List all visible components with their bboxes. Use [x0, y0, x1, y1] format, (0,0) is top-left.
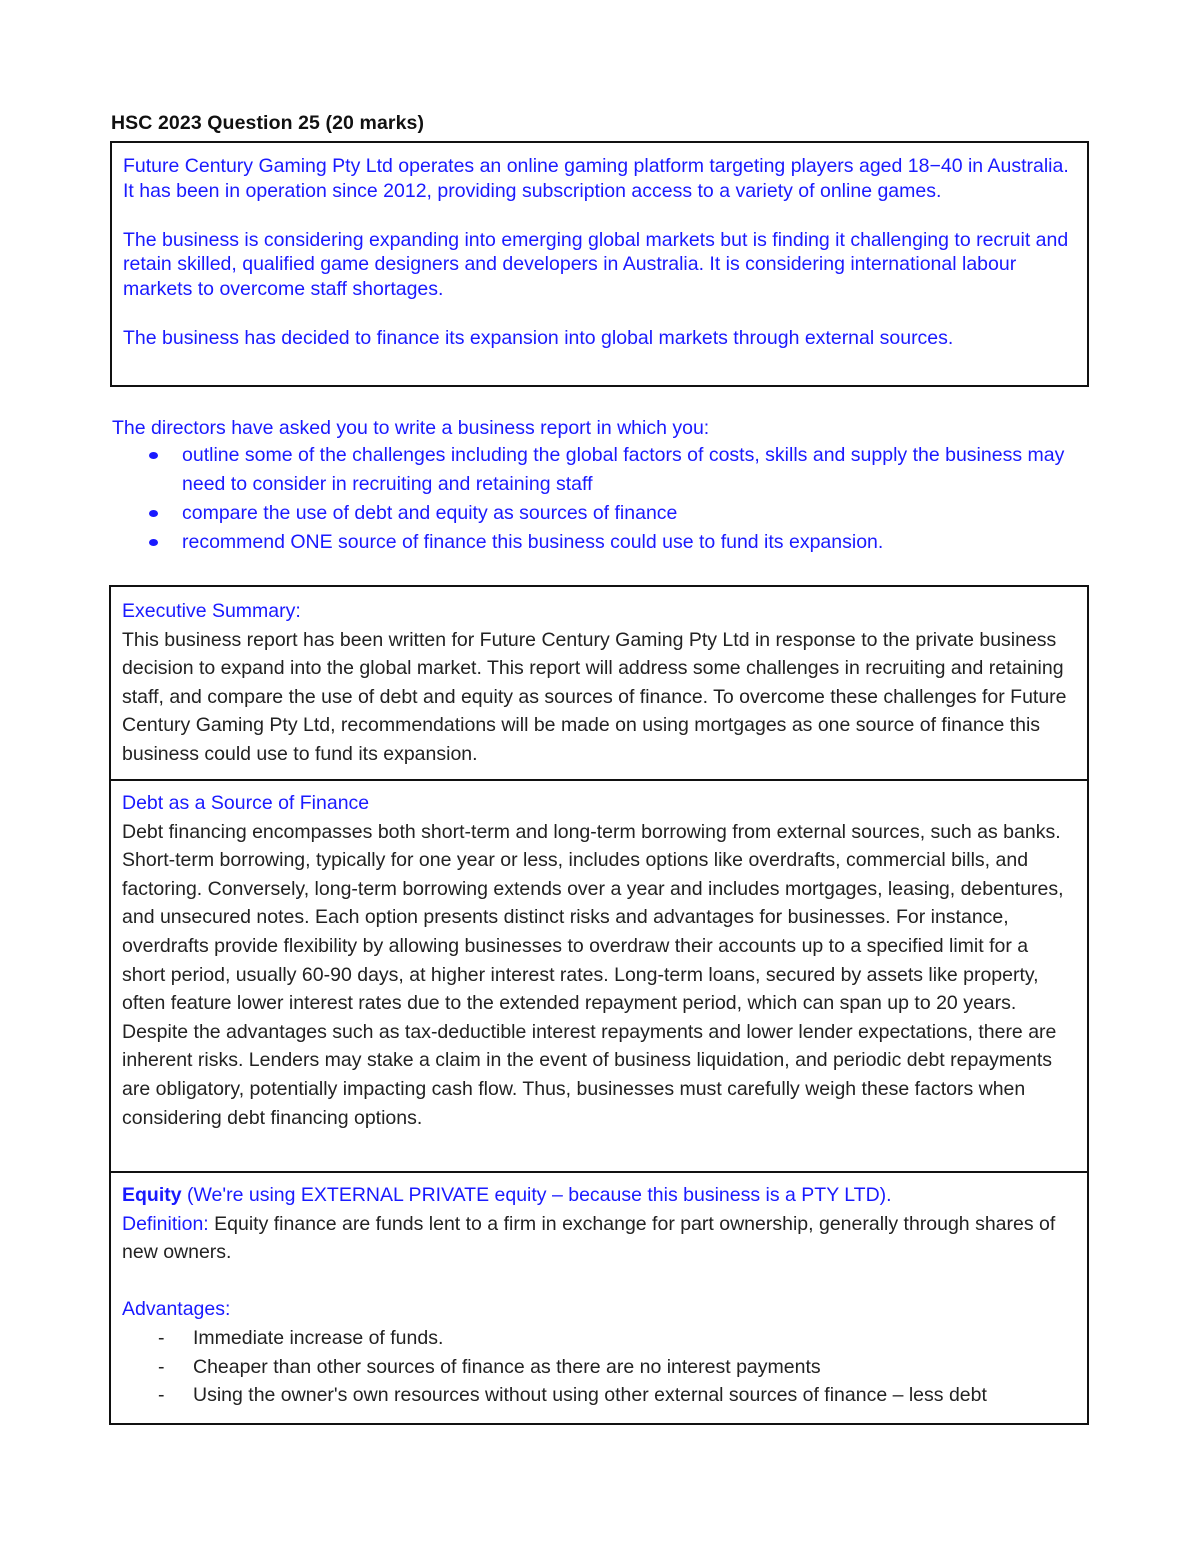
advantages-heading: Advantages:	[122, 1298, 231, 1321]
scenario-box	[110, 141, 1089, 387]
scenario-paragraph: Future Century Gaming Pty Ltd operates an online gaming platform targeting players aged 18−40 in Australia. It has been in operation since 2012, providing subscription access to a variety of online games.	[123, 155, 1069, 202]
definition-label: Definition:	[122, 1212, 209, 1235]
question-title: HSC 2023 Question 25 (20 marks)	[111, 112, 425, 134]
task-bullet	[112, 499, 1072, 528]
debt-body: Debt financing encompasses both short-term and long-term borrowing from external sources, such as banks. Short-term borrowing, typically for one year or less, includes options like overdrafts, commercial bills, and factoring. Conversely, long-term borrowing extends over a year and includes mortgages, leasing, debentures, and unsecured notes. Each option presents distinct risks and advantages for businesses. For instance, overdrafts provide flexibility by allowing businesses to overdraw their accounts up to a specified limit for a short period, usually 60-90 days, at higher interest rates. Long-term loans, secured by assets like property, often feature lower interest rates due to the extended repayment period, which can span up to 20 years. Despite the advantages such as tax-deductible interest repayments and lower lender expectations, there are inherent risks. Lenders may stake a claim in the event of business liquidation, and periodic debt repayments are obligatory, potentially impacting cash flow. Thus, businesses must carefully weigh these factors when considering debt financing options.	[122, 820, 1064, 1129]
bullet-icon	[149, 452, 158, 459]
executive-summary-heading: Executive Summary:	[122, 600, 301, 622]
executive-summary-body: This business report has been written for Future Century Gaming Pty Ltd in response to the private business decision to expand into the global market. This report will address some challenges in recruiting and retaining staff, and compare the use of debt and equity as sources of finance. To overcome these challenges for Future Century Gaming Pty Ltd, recommendations will be made on using mortgages as one source of finance this business could use to fund its expansion.	[122, 628, 1067, 765]
equity-heading-note: (We're using EXTERNAL PRIVATE equity – because this business is a PTY LTD).	[181, 1184, 892, 1206]
debt-heading: Debt as a Source of Finance	[122, 792, 370, 814]
advantage-item	[122, 1381, 1075, 1410]
equity-section	[111, 1173, 1087, 1423]
definition-text: Equity finance are funds lent to a firm in exchange for part ownership, generally through shares of new owners.	[122, 1212, 1056, 1264]
advantage-text: Cheaper than other sources of finance as there are no interest payments	[193, 1355, 821, 1378]
bullet-icon	[149, 539, 158, 546]
executive-summary-section	[111, 587, 1087, 781]
task-bullet	[112, 441, 1072, 499]
debt-section	[111, 781, 1087, 1173]
scenario-paragraph: The business has decided to finance its expansion into global markets through external sources.	[123, 326, 954, 349]
dash-icon: -	[158, 1384, 165, 1407]
spacer	[122, 1267, 1075, 1296]
task-intro: The directors have asked you to write a business report in which you:	[112, 417, 710, 439]
advantage-text: Immediate increase of funds.	[193, 1326, 444, 1349]
dash-icon: -	[158, 1326, 165, 1349]
advantage-item	[122, 1324, 1075, 1353]
advantages-list	[122, 1324, 1075, 1410]
task-bullet	[112, 528, 1072, 557]
equity-heading-bold: Equity	[122, 1184, 182, 1206]
equity-definition	[122, 1210, 1075, 1267]
scenario-paragraph: The business is considering expanding into emerging global markets but is finding it challenging to recruit and retain skilled, qualified game designers and developers in Australia. It is considering international labour markets to overcome staff shortages.	[123, 228, 1069, 300]
bullet-icon	[149, 510, 158, 517]
task-bullet-text: outline some of the challenges including the global factors of costs, skills and supply the business may need to consider in recruiting and retaining staff	[182, 444, 1065, 495]
advantage-text: Using the owner's own resources without using other external sources of finance – less debt	[193, 1384, 987, 1407]
dash-icon: -	[158, 1355, 165, 1378]
task-bullet-text: recommend ONE source of finance this business could use to fund its expansion.	[182, 531, 884, 553]
equity-heading	[122, 1181, 1075, 1210]
advantage-item	[122, 1353, 1075, 1382]
task-bullet-list	[112, 441, 1072, 557]
report-box	[109, 585, 1089, 1425]
task-instructions	[112, 415, 1072, 557]
task-bullet-text: compare the use of debt and equity as sources of finance	[182, 502, 678, 524]
